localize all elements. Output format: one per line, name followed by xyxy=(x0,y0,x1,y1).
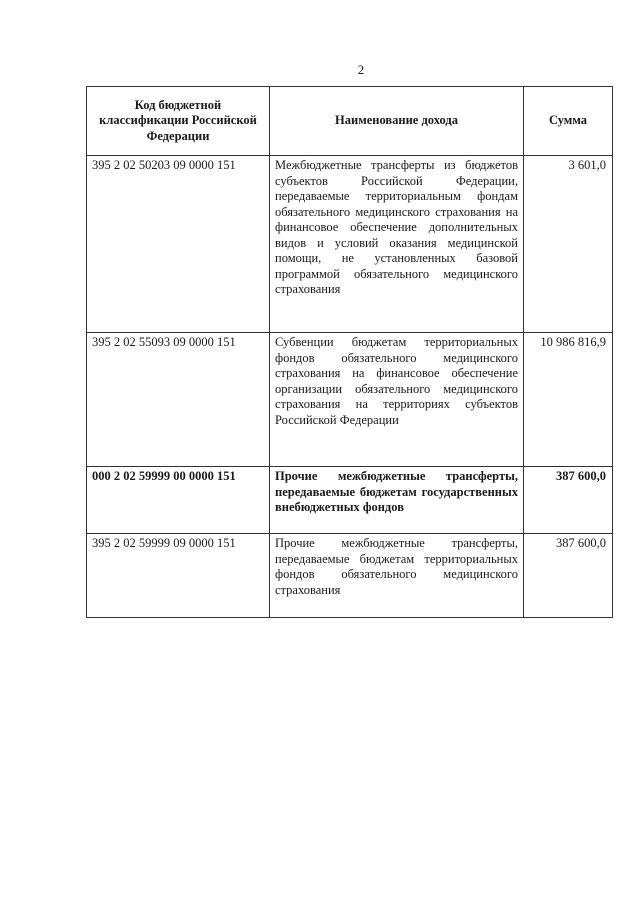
row-code: 395 2 02 59999 09 0000 151 xyxy=(87,534,270,618)
header-name: Наименование дохода xyxy=(270,87,524,156)
row-name: Субвенции бюджетам территориальных фондов обязательного медицинского страхования на финансовое обеспечение организации обязательного медицинского страхования на территориях субъектов Российской Федерации xyxy=(270,333,524,467)
row-sum: 387 600,0 xyxy=(524,467,613,534)
table-row xyxy=(87,467,613,534)
page-number: 2 xyxy=(357,62,365,77)
table-row xyxy=(87,333,613,467)
table-row xyxy=(87,534,613,618)
row-name: Межбюджетные трансферты из бюджетов субъектов Российской Федерации, передаваемые территориальным фондам обязательного медицинского страхования на финансовое обеспечение дополнительных видов и условий оказания медицинской помощи, не установленных базовой программой обязательного медицинского страхования xyxy=(270,156,524,333)
row-name: Прочие межбюджетные трансферты, передаваемые бюджетам государственных внебюджетных фондов xyxy=(270,467,524,534)
table-header-row xyxy=(87,87,613,156)
row-code: 395 2 02 50203 09 0000 151 xyxy=(87,156,270,333)
header-sum: Сумма xyxy=(524,87,613,156)
row-sum: 387 600,0 xyxy=(524,534,613,618)
row-code: 000 2 02 59999 00 0000 151 xyxy=(87,467,270,534)
row-sum: 3 601,0 xyxy=(524,156,613,333)
header-code: Код бюджетной классификации Российской Федерации xyxy=(87,87,270,156)
row-code: 395 2 02 55093 09 0000 151 xyxy=(87,333,270,467)
row-name: Прочие межбюджетные трансферты, передаваемые бюджетам территориальных фондов обязательного медицинского страхования xyxy=(270,534,524,618)
revenue-table xyxy=(86,86,613,618)
table-row xyxy=(87,156,613,333)
row-sum: 10 986 816,9 xyxy=(524,333,613,467)
